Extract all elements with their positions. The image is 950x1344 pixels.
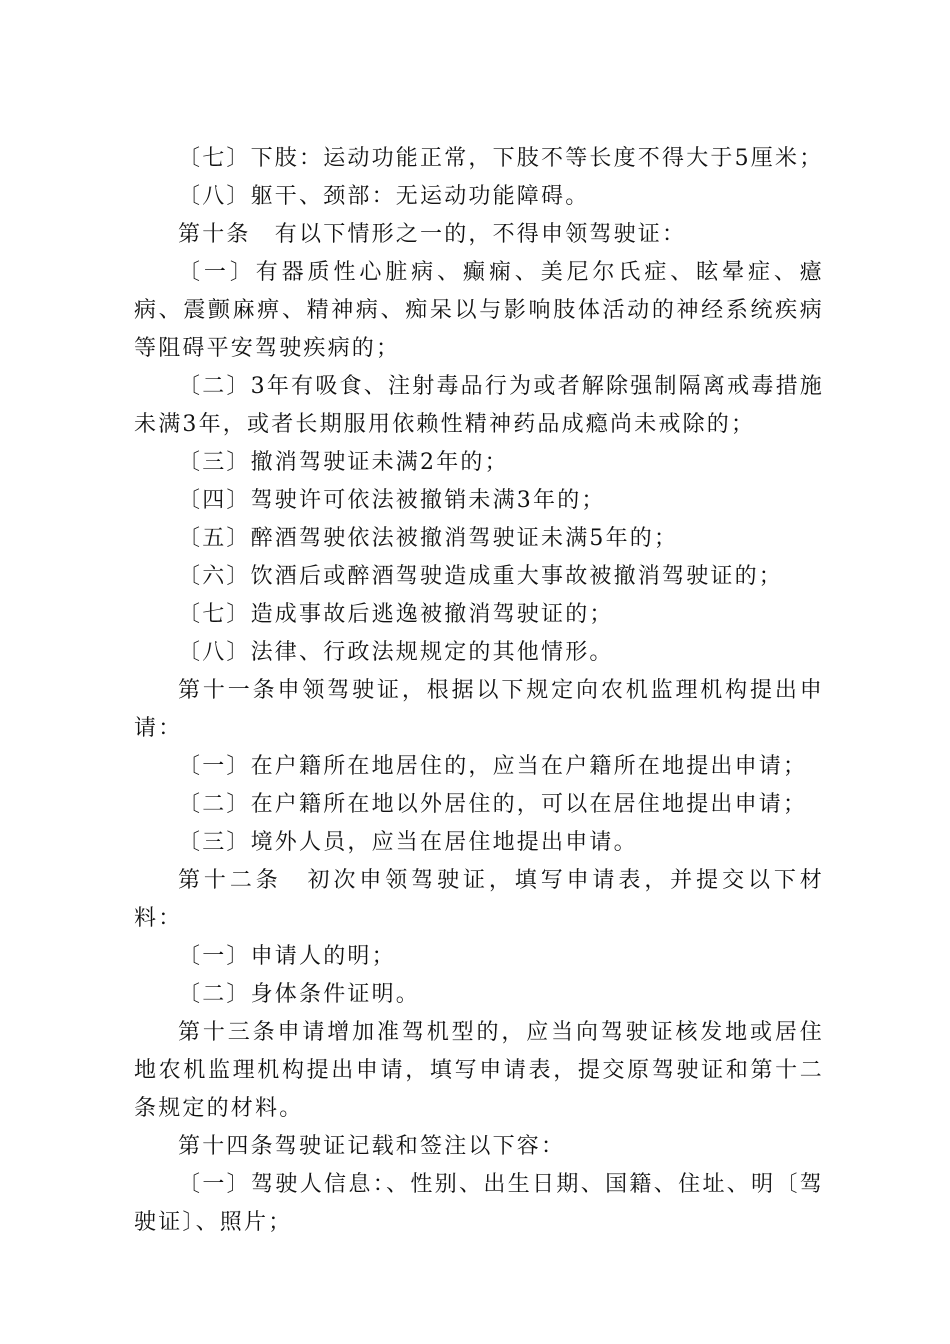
paragraph-article-10: 第十条 有以下情形之一的，不得申领驾驶证：: [178, 222, 687, 247]
document-body: [134, 140, 824, 1242]
paragraph-article-10-item-5: 〔五〕醉酒驾驶依法被撤消驾驶证未满5年的；: [178, 526, 679, 551]
paragraph-article-10-item-2: 〔二〕3年有吸食、注射毒品行为或者解除强制隔离戒毒措施未满3年，或者长期服用依赖性精神药品成瘾尚未戒除的；: [134, 374, 824, 437]
paragraph-article-10-item-3: 〔三〕撤消驾驶证未满2年的；: [178, 450, 509, 475]
paragraph-article-14-item-1: 〔一〕驾驶人信息：、性别、出生日期、国籍、住址、明〔驾驶证〕、照片；: [134, 1172, 824, 1235]
paragraph-article-13: 第十三条申请增加准驾机型的，应当向驾驶证核发地或居住地农机监理机构提出申请，填写申请表，提交原驾驶证和第十二条规定的材料。: [134, 1020, 824, 1121]
paragraph-article-10-item-6: 〔六〕饮酒后或醉酒驾驶造成重大事故被撤消驾驶证的；: [178, 564, 784, 589]
paragraph-torso-neck: 〔八〕躯干、颈部：无运动功能障碍。: [178, 184, 590, 209]
paragraph-article-10-item-1: 〔一〕有器质性心脏病、癫痫、美尼尔氏症、眩晕症、癔病、震颤麻痹、精神病、痴呆以与影响肢体活动的神经系统疾病等阻碍平安驾驶疾病的；: [134, 260, 824, 361]
paragraph-article-11: 第十一条申领驾驶证，根据以下规定向农机监理机构提出申请：: [134, 678, 824, 741]
paragraph-article-10-item-7: 〔七〕造成事故后逃逸被撤消驾驶证的；: [178, 602, 614, 627]
paragraph-article-14: 第十四条驾驶证记载和签注以下容：: [178, 1134, 566, 1159]
paragraph-article-10-item-4: 〔四〕驾驶许可依法被撤销未满3年的；: [178, 488, 606, 513]
paragraph-article-12-item-1: 〔一〕申请人的明；: [178, 944, 396, 969]
paragraph-article-11-item-1: 〔一〕在户籍所在地居住的，应当在户籍所在地提出申请；: [178, 754, 808, 779]
paragraph-article-12-item-2: 〔二〕身体条件证明。: [178, 982, 421, 1007]
paragraph-article-11-item-3: 〔三〕境外人员，应当在居住地提出申请。: [178, 830, 638, 855]
paragraph-article-11-item-2: 〔二〕在户籍所在地以外居住的，可以在居住地提出申请；: [178, 792, 808, 817]
paragraph-article-12: 第十二条 初次申领驾驶证，填写申请表，并提交以下材料：: [134, 868, 824, 931]
paragraph-lower-limb: 〔七〕下肢：运动功能正常，下肢不等长度不得大于5厘米；: [178, 146, 824, 171]
paragraph-article-10-item-8: 〔八〕法律、行政法规规定的其他情形。: [178, 640, 614, 665]
